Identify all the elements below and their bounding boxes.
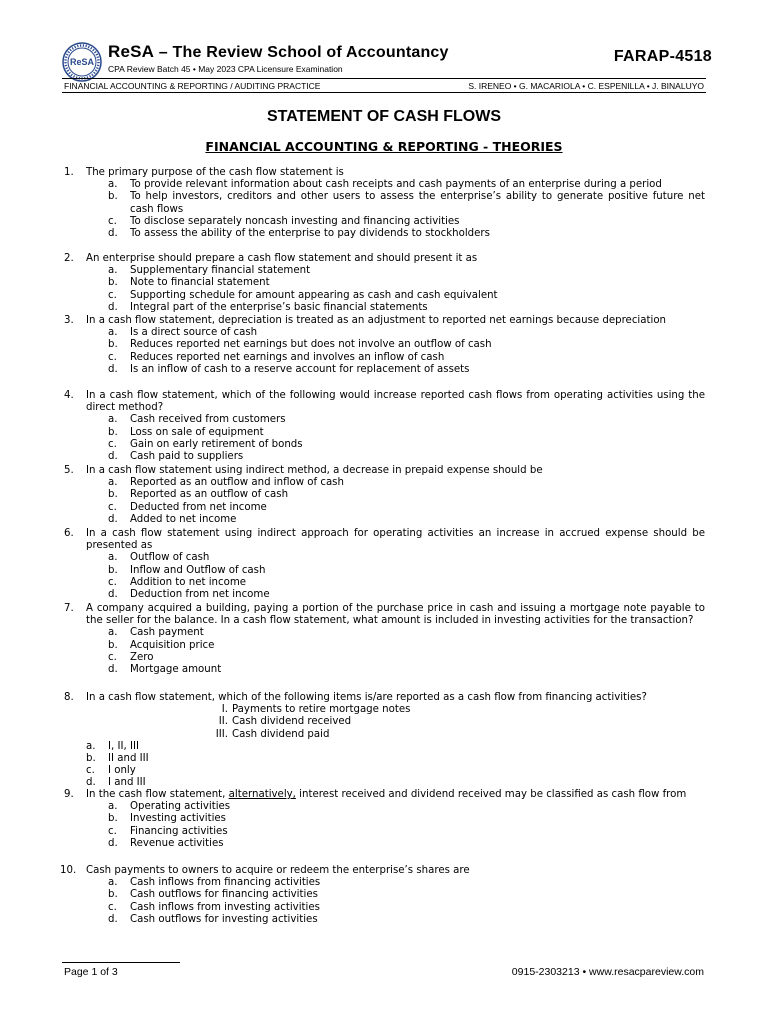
option-d: d. Revenue activities bbox=[108, 837, 224, 849]
question-7 bbox=[64, 603, 705, 676]
question-number: 9. bbox=[64, 789, 74, 800]
option-d: d. Cash paid to suppliers bbox=[108, 451, 244, 463]
question-number: 3. bbox=[64, 315, 74, 326]
question-stem: In a cash flow statement using indirect approach for operating activities an increase in accrued expense should be presented as bbox=[86, 528, 705, 552]
question-stem: In the cash flow statement, alternatively, interest received and dividend received may be classified as cash flow from bbox=[86, 789, 687, 800]
option-b: b. Acquisition price bbox=[108, 639, 215, 651]
option-d: d. Is an inflow of cash to a reserve account for replacement of assets bbox=[108, 363, 470, 375]
authors-line: S. IRENEO • G. MACARIOLA • C. ESPENILLA • J. BINALUYO bbox=[468, 81, 704, 91]
emphasis-alternatively: alternatively, bbox=[228, 789, 296, 800]
question-5 bbox=[64, 465, 705, 526]
option-a: a. Reported as an outflow and inflow of cash bbox=[108, 477, 344, 489]
option-b: b. Note to financial statement bbox=[108, 277, 270, 289]
question-number: 10. bbox=[60, 865, 77, 876]
option-d: d. Deduction from net income bbox=[108, 589, 270, 601]
logo-text: ReSA bbox=[69, 57, 95, 67]
roman-item-3: III. Cash dividend paid bbox=[215, 728, 330, 740]
footer-rule bbox=[62, 962, 180, 963]
option-a: a. Outflow of cash bbox=[108, 552, 210, 564]
option-a: a. Supplementary financial statement bbox=[108, 265, 311, 277]
question-stem: A company acquired a building, paying a portion of the purchase price in cash and issuing a mortgage note payable to the seller for the balance. In a cash flow statement, what amount is included in investing activities for the transaction? bbox=[86, 603, 705, 627]
option-b: b. Reported as an outflow of cash bbox=[108, 489, 289, 501]
question-9 bbox=[64, 789, 705, 850]
resa-logo-icon bbox=[62, 42, 102, 82]
option-b: b. Loss on sale of equipment bbox=[108, 426, 264, 438]
page-number: Page 1 of 3 bbox=[64, 966, 118, 978]
option-a: a. Operating activities bbox=[108, 801, 231, 813]
question-number: 4. bbox=[64, 390, 74, 401]
batch-info: CPA Review Batch 45 • May 2023 CPA Licensure Examination bbox=[108, 64, 343, 74]
option-a: a. Is a direct source of cash bbox=[108, 327, 258, 339]
header-rule-top bbox=[62, 78, 706, 79]
page-subtitle: FINANCIAL ACCOUNTING & REPORTING - THEORIES bbox=[205, 139, 563, 154]
question-number: 8. bbox=[64, 692, 74, 703]
question-3 bbox=[64, 315, 705, 376]
option-b: b. II and III bbox=[86, 753, 149, 765]
option-c: c. Gain on early retirement of bonds bbox=[108, 438, 303, 450]
option-c: c. Zero bbox=[108, 651, 154, 663]
question-stem: In a cash flow statement, which of the following items is/are reported as a cash flow from financing activities? bbox=[86, 692, 647, 703]
question-number: 6. bbox=[64, 528, 74, 539]
document-code: FARAP-4518 bbox=[613, 48, 712, 65]
option-a: a. Cash received from customers bbox=[108, 414, 286, 426]
question-stem: In a cash flow statement, depreciation is treated as an adjustment to reported net earnings because depreciation bbox=[86, 315, 667, 326]
question-number: 5. bbox=[64, 465, 74, 476]
question-stem: Cash payments to owners to acquire or redeem the enterprise’s shares are bbox=[86, 865, 470, 876]
question-number: 1. bbox=[64, 167, 74, 178]
question-number: 2. bbox=[64, 253, 74, 264]
question-stem: An enterprise should prepare a cash flow statement and should present it as bbox=[86, 253, 478, 264]
question-8 bbox=[64, 692, 705, 790]
page-title: STATEMENT OF CASH FLOWS bbox=[266, 108, 502, 125]
option-a: a. Cash inflows from financing activities bbox=[108, 877, 321, 889]
option-d: d. Added to net income bbox=[108, 513, 237, 525]
option-b: b. Investing activities bbox=[108, 813, 226, 825]
question-10 bbox=[60, 865, 705, 926]
subject-line: FINANCIAL ACCOUNTING & REPORTING / AUDITING PRACTICE bbox=[64, 81, 321, 91]
option-d: d. Cash outflows for investing activities bbox=[108, 913, 318, 925]
option-a: a. Cash payment bbox=[108, 627, 204, 639]
option-d: d. I and III bbox=[86, 777, 146, 789]
question-stem: In a cash flow statement, which of the following would increase reported cash flows from operating activities using the direct method? bbox=[86, 390, 705, 414]
brand-rest: – The Review School of Accountancy bbox=[154, 44, 449, 61]
brand-strong: ReSA bbox=[108, 42, 155, 61]
roman-item-2: II. Cash dividend received bbox=[218, 716, 352, 728]
question-stem: In a cash flow statement using indirect method, a decrease in prepaid expense should be bbox=[86, 465, 543, 476]
option-a: a. I, II, III bbox=[86, 740, 139, 752]
option-d: d. Integral part of the enterprise’s basic financial statements bbox=[108, 301, 428, 313]
option-b: b. Inflow and Outflow of cash bbox=[108, 564, 266, 576]
option-c: c. To disclose separately noncash investing and financing activities bbox=[108, 215, 460, 227]
option-c: c. Supporting schedule for amount appearing as cash and cash equivalent bbox=[108, 289, 498, 301]
option-c: c. Deducted from net income bbox=[108, 501, 267, 513]
option-c: c. I only bbox=[86, 765, 136, 777]
question-4 bbox=[64, 390, 705, 463]
option-d: d. To assess the ability of the enterprise to pay dividends to stockholders bbox=[108, 228, 490, 240]
option-a: a. To provide relevant information about cash receipts and cash payments of an enterprise during a period bbox=[108, 179, 662, 191]
contact-info: 0915-2303213 • www.resacpareview.com bbox=[511, 966, 704, 978]
option-c: c. Addition to net income bbox=[108, 576, 247, 588]
question-number: 7. bbox=[64, 603, 74, 614]
question-6 bbox=[64, 528, 705, 601]
question-1 bbox=[64, 167, 705, 240]
option-b: b. To help investors, creditors and other users to assess the enterprise’s ability to generate positive future net cash flows bbox=[108, 191, 705, 215]
option-d: d. Mortgage amount bbox=[108, 664, 222, 676]
option-c: c. Reduces reported net earnings and involves an inflow of cash bbox=[108, 351, 445, 363]
school-name bbox=[108, 42, 449, 62]
question-stem: The primary purpose of the cash flow statement is bbox=[86, 167, 344, 178]
header-rule-bottom bbox=[62, 92, 706, 93]
option-c: c. Financing activities bbox=[108, 825, 228, 837]
option-b: b. Reduces reported net earnings but does not involve an outflow of cash bbox=[108, 339, 492, 351]
option-b: b. Cash outflows for financing activities bbox=[108, 889, 318, 901]
option-c: c. Cash inflows from investing activities bbox=[108, 901, 320, 913]
roman-item-1: I. Payments to retire mortgage notes bbox=[221, 704, 411, 716]
question-2 bbox=[64, 253, 705, 314]
